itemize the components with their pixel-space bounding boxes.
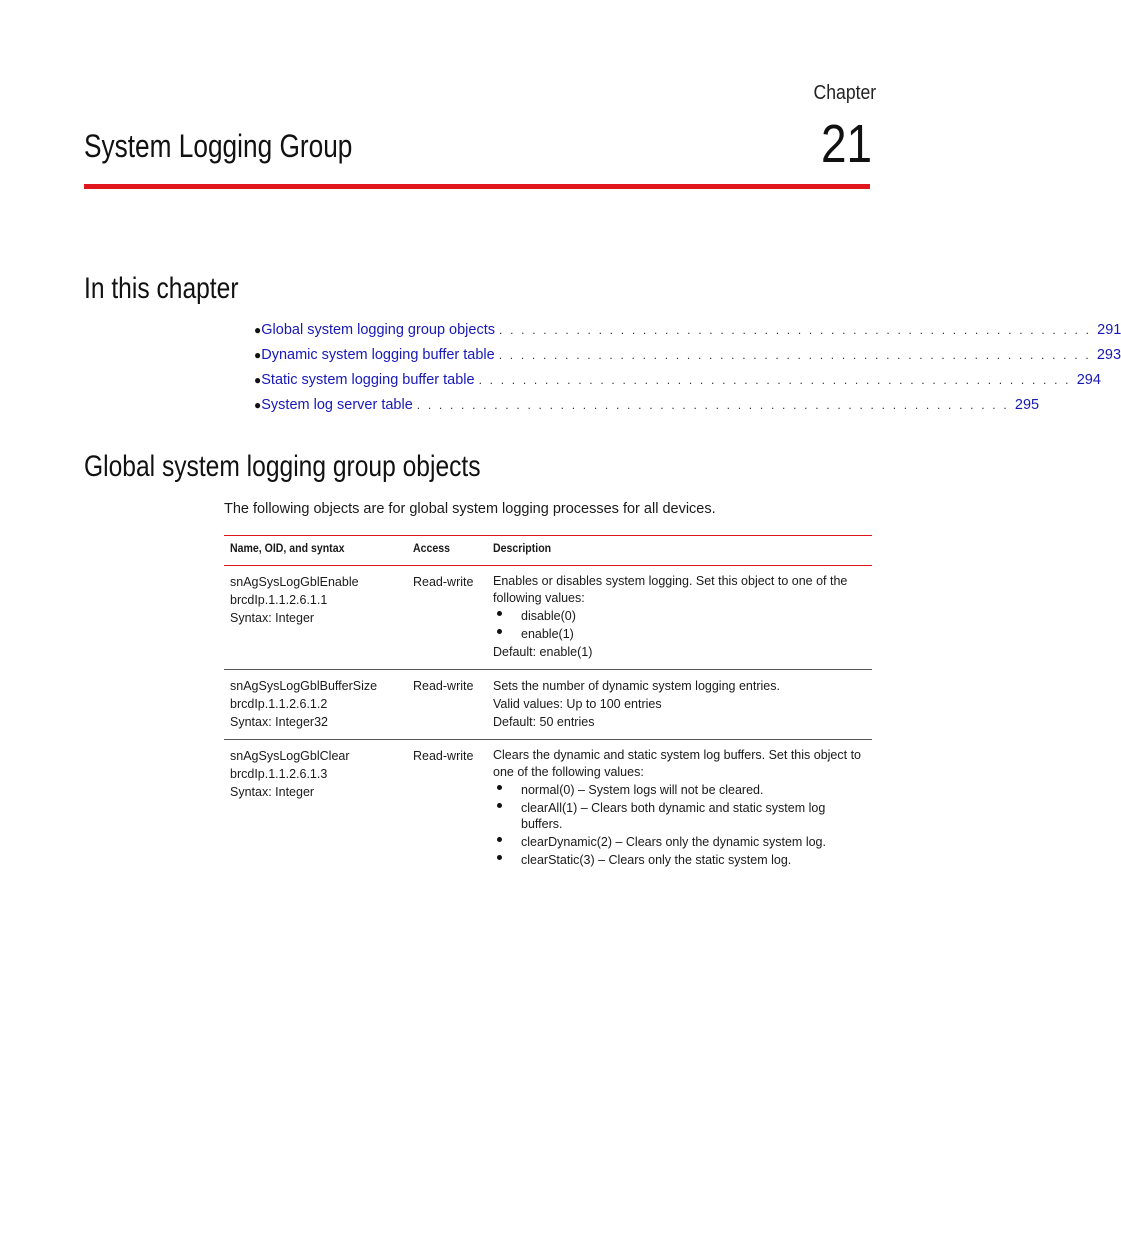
table-header-row xyxy=(224,536,872,566)
toc-item[interactable] xyxy=(254,372,1101,397)
table-row xyxy=(224,670,872,740)
column-header-access: Access xyxy=(407,536,487,566)
toc-item[interactable] xyxy=(254,322,1121,347)
toc-page-number[interactable]: 291 xyxy=(1097,322,1121,338)
list-item: enable(1) xyxy=(493,626,866,642)
object-syntax: Syntax: Integer xyxy=(230,785,315,799)
column-header-description: Description xyxy=(487,536,872,566)
description-default: Default: 50 entries xyxy=(493,715,595,729)
description-text: Sets the number of dynamic system logging entries. xyxy=(493,679,780,693)
list-item: clearAll(1) – Clears both dynamic and static system log buffers. xyxy=(493,800,866,832)
object-syntax: Syntax: Integer32 xyxy=(230,715,328,729)
toc-heading: In this chapter xyxy=(84,272,239,305)
list-item: disable(0) xyxy=(493,608,866,624)
description-cell xyxy=(487,740,872,879)
chapter-title: System Logging Group xyxy=(84,128,353,164)
description-valid-values: Valid values: Up to 100 entries xyxy=(493,697,662,711)
description-cell xyxy=(487,566,872,670)
chapter-label: Chapter xyxy=(813,82,876,104)
toc-page-number[interactable]: 294 xyxy=(1076,372,1101,388)
toc-item[interactable] xyxy=(254,397,1040,422)
table-row xyxy=(224,740,872,879)
value-list xyxy=(493,782,866,868)
intro-paragraph: The following objects are for global system logging processes for all devices. xyxy=(224,501,716,517)
object-oid: brcdIp.1.1.2.6.1.1 xyxy=(230,593,328,607)
list-item: normal(0) – System logs will not be cleared. xyxy=(493,782,866,798)
section-heading: Global system logging group objects xyxy=(84,450,481,483)
object-name: snAgSysLogGblEnable xyxy=(230,575,359,589)
description-text: Clears the dynamic and static system log buffers. Set this object to one of the following values: xyxy=(493,748,861,779)
toc-leader: . . . . . . . . . . . . . . . . . . . . . . . . . . . . . . . . . . . . . . . . . . . . . . . . . . . . . . xyxy=(499,323,1092,337)
value-list xyxy=(493,608,866,642)
table-row xyxy=(224,566,872,670)
description-default: Default: enable(1) xyxy=(493,645,593,659)
toc-leader: . . . . . . . . . . . . . . . . . . . . . . . . . . . . . . . . . . . . . . . . . . . . . . . . . . . . . . xyxy=(478,373,1071,387)
toc-link[interactable]: System log server table xyxy=(261,397,413,413)
title-rule xyxy=(84,184,870,189)
access-cell: Read-write xyxy=(413,749,474,763)
toc-list xyxy=(254,322,1121,422)
objects-table xyxy=(224,535,872,878)
name-cell xyxy=(224,740,407,879)
list-item: clearDynamic(2) – Clears only the dynamic system log. xyxy=(493,834,866,850)
bullet-icon: ● xyxy=(254,323,262,337)
toc-page-number[interactable]: 293 xyxy=(1096,347,1121,363)
object-syntax: Syntax: Integer xyxy=(230,611,315,625)
description-cell xyxy=(487,670,872,740)
object-oid: brcdIp.1.1.2.6.1.2 xyxy=(230,697,328,711)
toc-item[interactable] xyxy=(254,347,1121,372)
column-header-name: Name, OID, and syntax xyxy=(224,536,407,566)
access-cell: Read-write xyxy=(407,566,487,670)
bullet-icon: ● xyxy=(254,373,262,387)
access-cell: Read-write xyxy=(407,670,487,740)
name-cell xyxy=(224,566,407,670)
object-name: snAgSysLogGblBufferSize xyxy=(230,679,378,693)
bullet-icon: ● xyxy=(254,398,262,412)
toc-link[interactable]: Global system logging group objects xyxy=(261,322,495,338)
object-name: snAgSysLogGblClear xyxy=(230,749,350,763)
toc-page-number[interactable]: 295 xyxy=(1014,397,1040,413)
toc-leader: . . . . . . . . . . . . . . . . . . . . . . . . . . . . . . . . . . . . . . . . . . . . . . . . . . . . . . xyxy=(416,398,1009,412)
description-text: Enables or disables system logging. Set this object to one of the following values: xyxy=(493,574,848,605)
toc-link[interactable]: Dynamic system logging buffer table xyxy=(261,347,495,363)
list-item: clearStatic(3) – Clears only the static system log. xyxy=(493,852,866,868)
toc-leader: . . . . . . . . . . . . . . . . . . . . . . . . . . . . . . . . . . . . . . . . . . . . . . . . . . . . . . xyxy=(498,348,1091,362)
chapter-number: 21 xyxy=(820,114,872,174)
object-oid: brcdIp.1.1.2.6.1.3 xyxy=(230,767,328,781)
toc-link[interactable]: Static system logging buffer table xyxy=(261,372,475,388)
name-cell xyxy=(224,670,407,740)
bullet-icon: ● xyxy=(254,348,262,362)
